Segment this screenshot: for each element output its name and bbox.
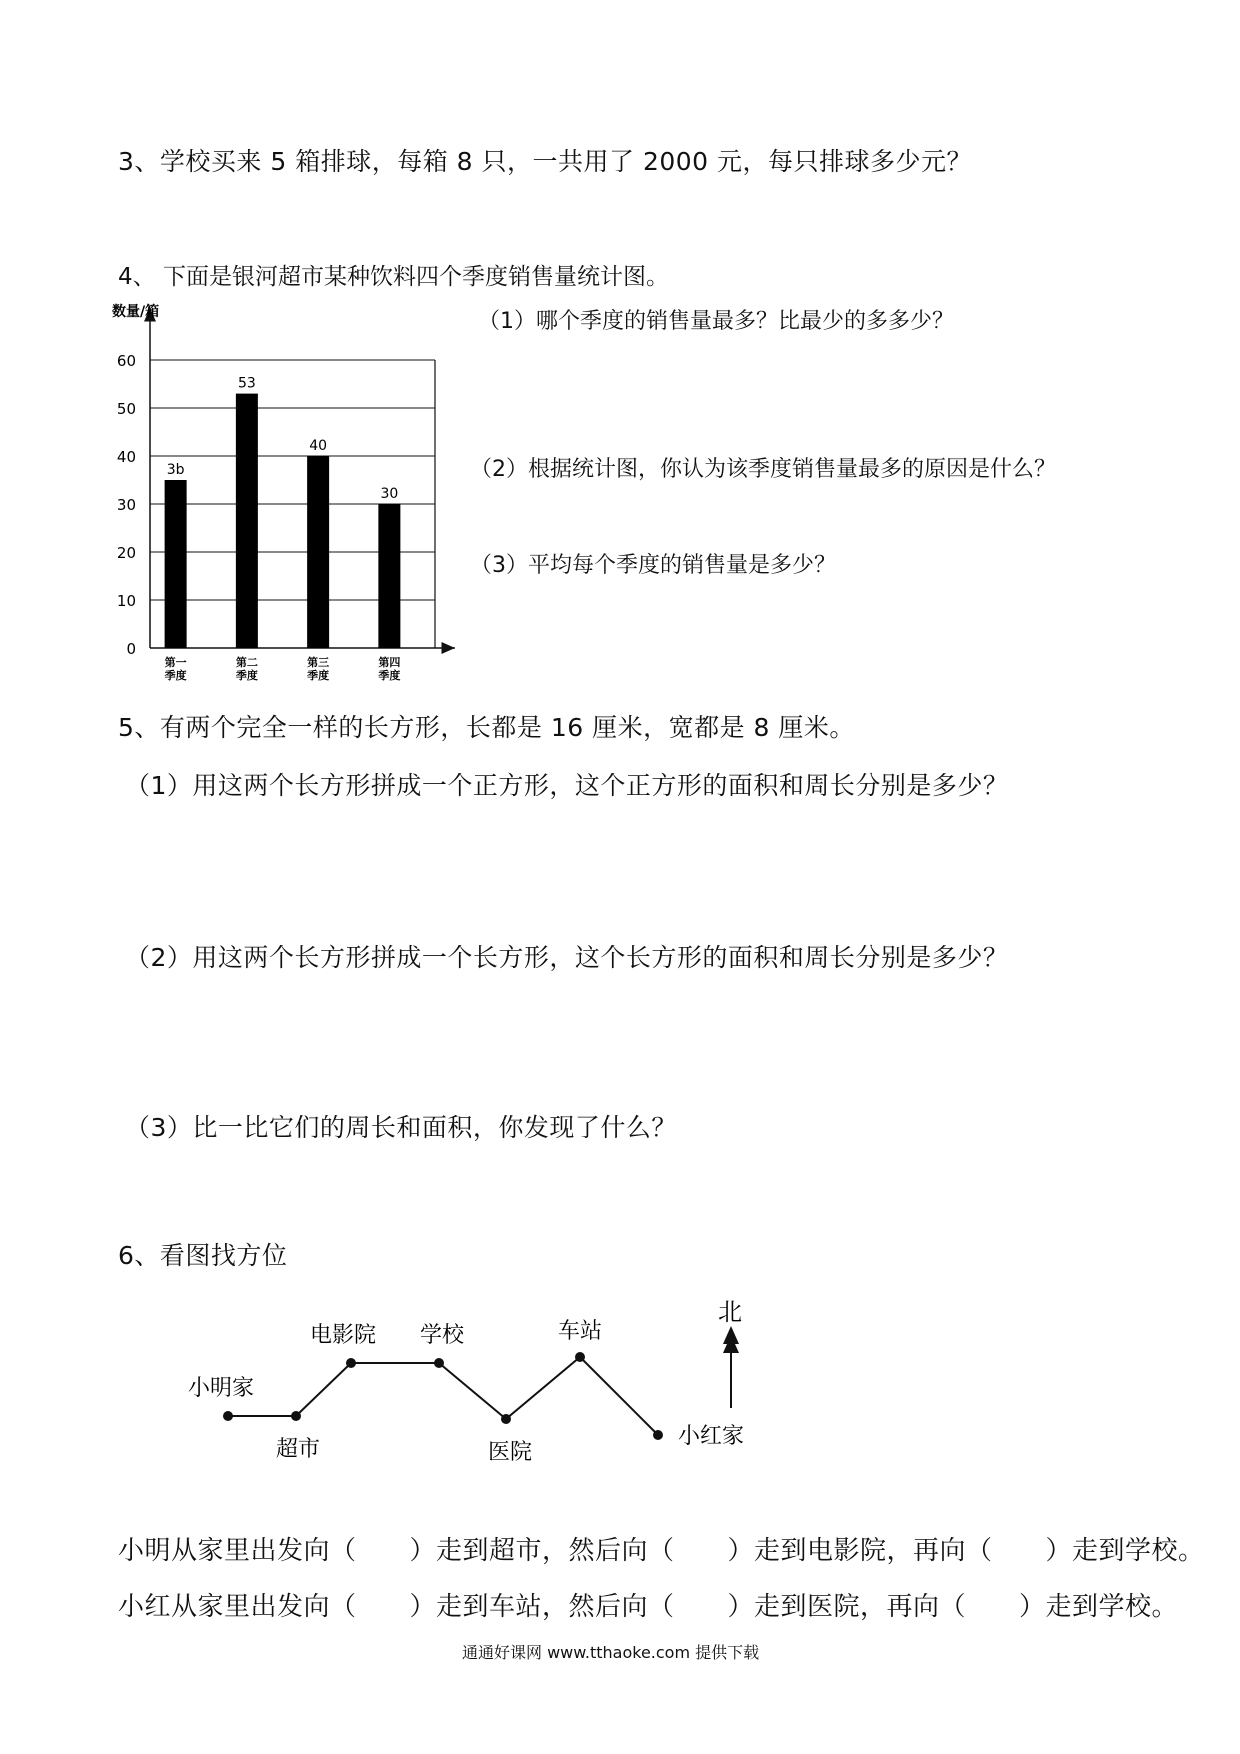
x-tick-label: 季度 (164, 669, 187, 682)
y-tick-label: 20 (116, 544, 136, 562)
map-point-hospital (501, 1414, 511, 1424)
question-5-sub-2: （2）用这两个长方形拼成一个长方形，这个长方形的面积和周长分别是多少？ (125, 943, 1009, 972)
bar-data-label: 3b (166, 462, 185, 478)
map-label-xiaoming-home: 小明家 (188, 1376, 255, 1401)
question-4-title: 4、 下面是银河超市某种饮料四个季度销售量统计图。 (118, 264, 669, 290)
question-5-sub-3: （3）比一比它们的周长和面积，你发现了什么？ (125, 1113, 677, 1142)
bar (307, 456, 329, 648)
x-tick-label: 季度 (378, 669, 401, 682)
route-line (228, 1357, 658, 1435)
north-label: 北 (718, 1298, 742, 1326)
y-axis-label: 数量/箱 (112, 304, 160, 320)
x-tick-label: 季度 (307, 669, 330, 682)
x-tick-label: 第一 (164, 656, 187, 669)
map-point-supermarket (291, 1411, 301, 1421)
map-label-school: 学校 (420, 1323, 465, 1348)
map-point-xiaoming-home (223, 1411, 233, 1421)
chart-bars (165, 394, 401, 648)
map-label-cinema: 电影院 (310, 1323, 377, 1348)
y-tick-label: 30 (116, 496, 136, 514)
question-6-title: 6、看图找方位 (118, 1241, 288, 1270)
question-4-sub-3: （3）平均每个季度的销售量是多少？ (470, 553, 836, 578)
x-tick-label: 第三 (307, 656, 330, 669)
bar (165, 480, 187, 648)
bar (378, 504, 400, 648)
y-tick-label: 40 (116, 448, 136, 466)
question-4-sub-1: （1）哪个季度的销售量最多？比最少的多多少？ (478, 309, 954, 334)
y-tick-label: 10 (116, 592, 136, 610)
bar-data-label: 53 (237, 375, 256, 392)
footer-credit: 通通好课网 www.tthaoke.com 提供下载 (462, 1643, 760, 1662)
map-point-xiaohong-home (653, 1430, 663, 1440)
north-arrowhead-icon (723, 1326, 739, 1344)
question-3: 3、学校买来 5 箱排球，每箱 8 只，一共用了 2000 元，每只排球多少元？ (118, 147, 973, 176)
bar-data-label: 30 (380, 486, 399, 502)
map-label-hospital: 医院 (488, 1440, 533, 1465)
y-tick-label: 0 (126, 640, 136, 658)
y-tick-label: 60 (116, 352, 136, 370)
x-tick-label: 第二 (235, 656, 258, 669)
question-5-sub-1: （1）用这两个长方形拼成一个正方形，这个正方形的面积和周长分别是多少？ (125, 771, 1009, 800)
x-tick-label: 第四 (378, 656, 401, 669)
map-point-station (575, 1352, 585, 1362)
map-label-station: 车站 (558, 1319, 603, 1344)
map-label-supermarket: 超市 (276, 1437, 321, 1462)
map-label-xiaohong-home: 小红家 (678, 1424, 745, 1449)
map-point-school (434, 1358, 444, 1368)
question-4-sub-2: （2）根据统计图，你认为该季度销售量最多的原因是什么？ (470, 457, 1056, 482)
map-points (223, 1352, 663, 1440)
bar (236, 394, 258, 648)
fill-in-line-1: 小明从家里出发向（ ）走到超市，然后向（ ）走到电影院，再向（ ）走到学校。 (118, 1536, 1205, 1566)
map-point-cinema (346, 1358, 356, 1368)
y-tick-label: 50 (116, 400, 136, 418)
x-tick-label: 季度 (235, 669, 258, 682)
chart-grid (150, 308, 455, 648)
question-5-title: 5、有两个完全一样的长方形，长都是 16 厘米，宽都是 8 厘米。 (118, 713, 855, 742)
sales-bar-chart (100, 290, 570, 710)
direction-map (180, 1290, 820, 1480)
fill-in-line-2: 小红从家里出发向（ ）走到车站，然后向（ ）走到医院，再向（ ）走到学校。 (118, 1592, 1179, 1622)
bar-data-label: 40 (309, 438, 328, 454)
chart-labels (117, 352, 400, 682)
